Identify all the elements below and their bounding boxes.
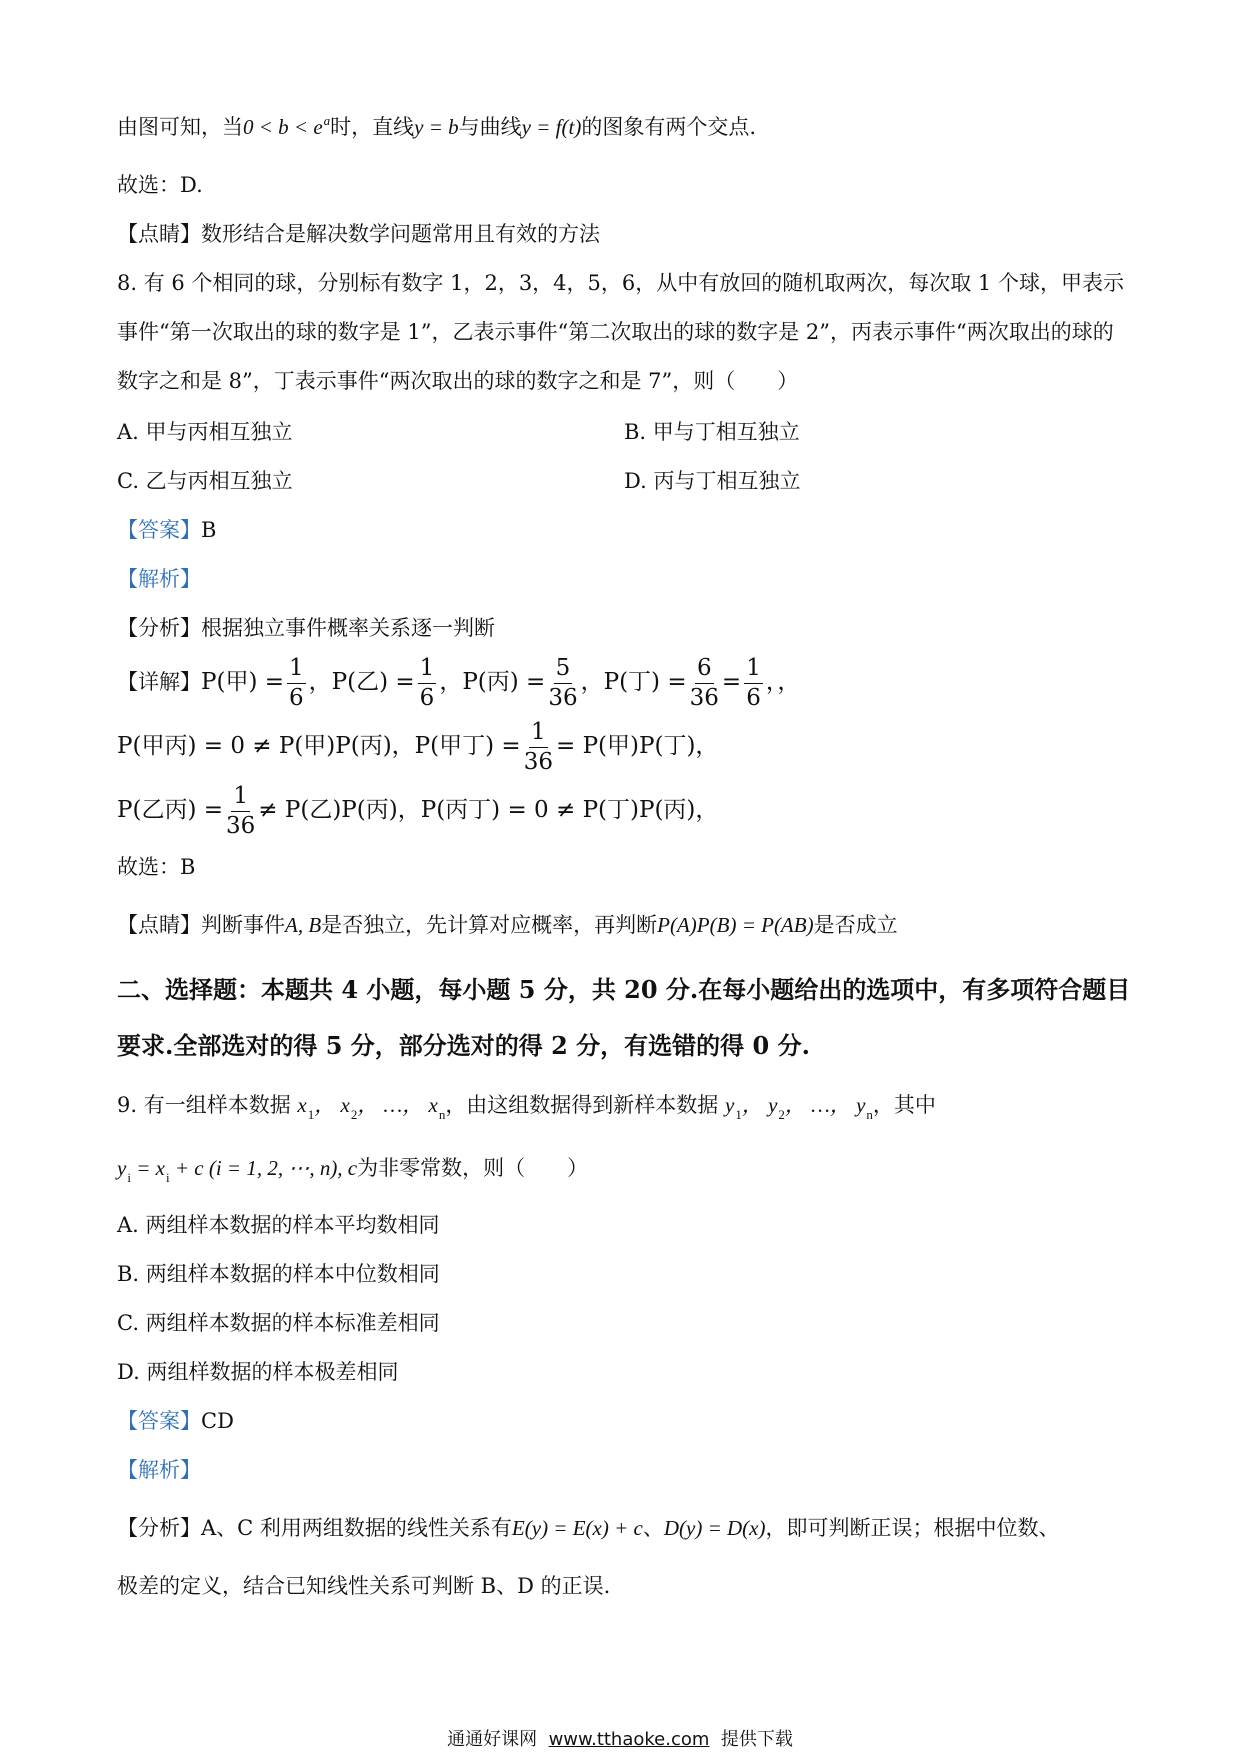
math-x-sequence: $x_1$， $x_2$， …， $x_n$ [297,1093,446,1122]
remark-label: 【点睛】 [117,913,201,937]
footer-site: 通通好课网 [447,1729,538,1750]
q8-stem-line1: 8. 有 6 个相同的球，分别标有数字 1，2，3，4，5，6，从中有放回的随机取两次，每次取 1 个球，甲表示 [117,271,1124,295]
q9-answer [117,1406,234,1436]
math-line: y = b [414,115,459,139]
text: 的图象有两个交点. [581,115,757,139]
q7-remark [117,219,600,249]
fenxi-label: 【分析】 [117,616,201,640]
q9-analysis-label: 【解析】 [117,1458,201,1482]
q8-stem-line3: 数字之和是 8”，丁表示事件“两次取出的球的数字之和是 7”，则（ ） [117,369,799,393]
text: ，即可判断正误；根据中位数、 [765,1516,1060,1540]
text: A、C 利用两组数据的线性关系有 [201,1516,512,1540]
q8-remark [117,910,898,940]
q7-graph-conclusion [117,112,756,145]
text: 由图可知，当 [117,115,243,139]
math-y-sequence: $y_1$， $y_2$， …， $y_n$ [725,1093,873,1122]
text: 与曲线 [458,115,522,139]
page-footer [0,1725,1240,1751]
text: 为非零常数，则（ ） [357,1156,589,1180]
answer-value: CD [201,1409,234,1433]
text: 是否成立 [813,913,898,937]
fenxi-text: 根据独立事件概率关系逐一判断 [201,616,495,640]
math-expr: P(甲丙) = 0 ≠ P(甲)P(丙)，P(甲丁) = $\frac{1}{36}$ = P(甲)P(丁)， [117,718,719,775]
q9-stem-line2 [117,1153,588,1186]
answer-label: 【答案】 [117,1409,201,1433]
footer-url-link[interactable]: www.tthaoke.com [548,1729,710,1750]
q7-choose: 故选：D. [117,173,203,197]
q9-stem-line1 [117,1090,936,1123]
fraction: $\frac{1}{6}$ [746,654,761,711]
math-formula: $y_i = x_i + c$ (i = 1, 2, ⋯, n), c [117,1156,358,1185]
q8-option-a: A. 甲与丙相互独立 [117,420,293,444]
section-heading-line2: 要求.全部选对的得 5 分，部分选对的得 2 分，有选错的得 0 分. [117,1031,810,1060]
fenxi-label: 【分析】 [117,1516,201,1540]
remark-text: 数形结合是解决数学问题常用且有效的方法 [201,222,600,246]
answer-value: B [201,518,217,542]
math-curve: y = f(t) [521,115,582,139]
q8-fenxi [117,613,495,643]
q9-fenxi-line1 [117,1513,1059,1543]
fraction: $\frac{1}{6}$ [289,654,304,711]
math-events: A, B [285,913,322,937]
fraction: $\frac{1}{36}$ [523,718,553,775]
math-expr: P(乙丙) = $\frac{1}{36}$ ≠ P(乙)P(丙)，P(丙丁) = 0 ≠ P(丁)P(丙)， [117,782,719,839]
footer-tail: 提供下载 [720,1729,793,1750]
q8-analysis-label: 【解析】 [117,567,201,591]
q8-choose: 故选：B [117,855,196,879]
math-variance: D(y) = D(x) [663,1516,766,1540]
answer-label: 【答案】 [117,518,201,542]
q8-detail-line3 [117,782,718,838]
q8-detail-line2 [117,718,718,774]
q9-option-b: B. 两组样本数据的样本中位数相同 [117,1262,440,1286]
q9-option-d: D. 两组样数据的样本极差相同 [117,1360,399,1384]
math-expr: P(甲) = $\frac{1}{6}$ ，P(乙) = $\frac{1}{6}$ ，P(丙) = $\frac{5}{36}$ ，P(丁) = $\frac{6}{36}$ = $\frac{1}{6}$ ，， [201,654,801,711]
text: ，其中 [872,1093,936,1117]
q9-option-c: C. 两组样本数据的样本标准差相同 [117,1311,440,1335]
text: 是否独立，先计算对应概率，再判断 [321,913,658,937]
fraction: $\frac{1}{6}$ [419,654,435,711]
text: 9. 有一组样本数据 [117,1093,291,1117]
section-heading-line1: 二、选择题：本题共 4 小题，每小题 5 分，共 20 分.在每小题给出的选项中，有多项符合题目 [117,975,1131,1004]
q8-detail-line1 [117,654,800,710]
math-condition: $0 < b < e^a$ [243,113,331,139]
text: ，由这组数据得到新样本数据 [445,1093,719,1117]
detail-label: 【详解】 [117,670,201,694]
q8-option-b: B. 甲与丁相互独立 [624,420,800,444]
text: 时，直线 [330,115,415,139]
q8-stem-line2: 事件“第一次取出的球的数字是 1”，乙表示事件“第二次取出的球的数字是 2”，丙表示事件“两次取出的球的 [117,320,1114,344]
remark-label: 【点睛】 [117,222,201,246]
q8-option-d: D. 丙与丁相互独立 [624,469,801,493]
text: 、 [642,1516,664,1540]
q8-option-c: C. 乙与丙相互独立 [117,469,293,493]
q8-answer [117,515,216,545]
fraction: $\frac{6}{36}$ [689,654,719,711]
text: 判断事件 [201,913,285,937]
math-product-rule: P(A)P(B) = P(AB) [657,913,814,937]
q9-option-a: A. 两组样本数据的样本平均数相同 [117,1213,440,1237]
fraction: $\frac{5}{36}$ [548,654,578,711]
math-expectation: E(y) = E(x) + c [511,1516,643,1540]
q9-fenxi-line2: 极差的定义，结合已知线性关系可判断 B、D 的正误. [117,1574,611,1598]
fraction: $\frac{1}{36}$ [226,782,256,839]
